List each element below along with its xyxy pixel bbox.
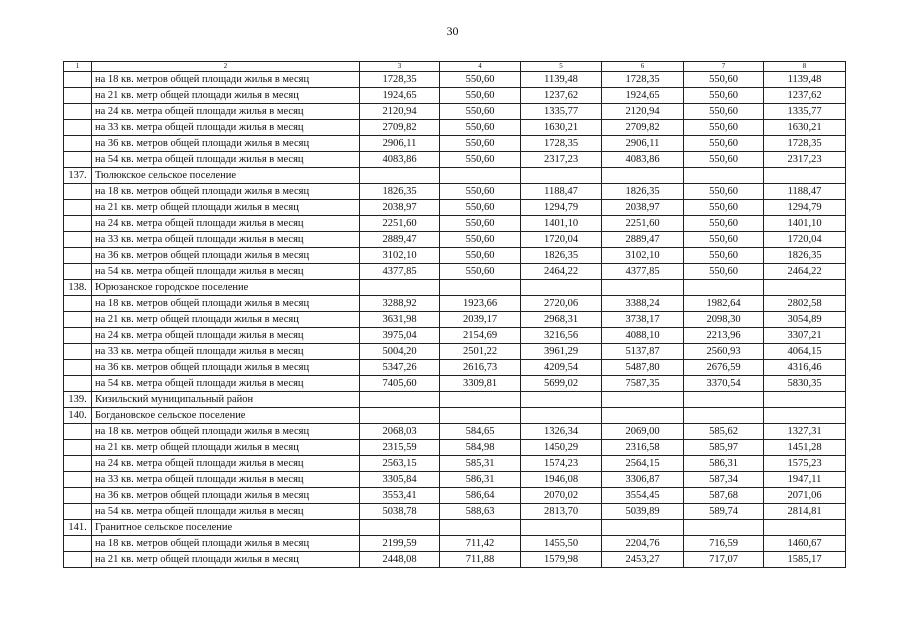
value-cell-col-5 — [521, 520, 602, 536]
row-number-cell: 140. — [64, 408, 92, 424]
value-cell-col-8: 1401,10 — [764, 216, 846, 232]
value-cell-col-7: 2213,96 — [684, 328, 764, 344]
value-cell-col-7: 585,97 — [684, 440, 764, 456]
row-number-cell — [64, 248, 92, 264]
value-cell-col-6: 3388,24 — [602, 296, 684, 312]
value-cell-col-7 — [684, 408, 764, 424]
value-cell-col-4 — [440, 520, 521, 536]
description-cell: на 18 кв. метров общей площади жилья в месяц — [92, 184, 360, 200]
section-row — [64, 392, 846, 408]
section-row — [64, 280, 846, 296]
value-cell-col-6: 5039,89 — [602, 504, 684, 520]
value-cell-col-4 — [440, 408, 521, 424]
value-cell-col-4 — [440, 392, 521, 408]
value-cell-col-6: 1826,35 — [602, 184, 684, 200]
section-title-cell: Богдановское сельское поселение — [92, 408, 360, 424]
value-cell-col-4: 2616,73 — [440, 360, 521, 376]
value-cell-col-8: 1460,67 — [764, 536, 846, 552]
value-cell-col-6: 5137,87 — [602, 344, 684, 360]
value-cell-col-6: 2120,94 — [602, 104, 684, 120]
row-number-cell — [64, 136, 92, 152]
value-cell-col-3: 2251,60 — [360, 216, 440, 232]
value-cell-col-4: 550,60 — [440, 152, 521, 168]
value-cell-col-7: 716,59 — [684, 536, 764, 552]
table-row — [64, 232, 846, 248]
row-number-cell — [64, 152, 92, 168]
table-row — [64, 216, 846, 232]
value-cell-col-3: 3553,41 — [360, 488, 440, 504]
value-cell-col-3: 1924,65 — [360, 88, 440, 104]
value-cell-col-7 — [684, 168, 764, 184]
description-cell: на 21 кв. метр общей площади жилья в месяц — [92, 552, 360, 568]
table-row — [64, 200, 846, 216]
column-number-row — [64, 62, 846, 72]
value-cell-col-3: 1826,35 — [360, 184, 440, 200]
row-number-cell — [64, 440, 92, 456]
value-cell-col-4: 711,42 — [440, 536, 521, 552]
description-cell: на 33 кв. метра общей площади жилья в месяц — [92, 120, 360, 136]
description-cell: на 36 кв. метров общей площади жилья в месяц — [92, 136, 360, 152]
description-cell: на 21 кв. метр общей площади жилья в месяц — [92, 200, 360, 216]
value-cell-col-3: 3305,84 — [360, 472, 440, 488]
value-cell-col-8: 1294,79 — [764, 200, 846, 216]
value-cell-col-3: 3102,10 — [360, 248, 440, 264]
value-cell-col-3: 2448,08 — [360, 552, 440, 568]
value-cell-col-8: 1335,77 — [764, 104, 846, 120]
row-number-cell — [64, 120, 92, 136]
value-cell-col-4: 586,31 — [440, 472, 521, 488]
value-cell-col-5: 1579,98 — [521, 552, 602, 568]
table-row — [64, 456, 846, 472]
value-cell-col-6: 2709,82 — [602, 120, 684, 136]
description-cell: на 33 кв. метра общей площади жилья в месяц — [92, 232, 360, 248]
value-cell-col-7: 1982,64 — [684, 296, 764, 312]
value-cell-col-5: 2464,22 — [521, 264, 602, 280]
value-cell-col-4: 586,64 — [440, 488, 521, 504]
description-cell: на 21 кв. метр общей площади жилья в месяц — [92, 88, 360, 104]
column-number-cell: 2 — [92, 62, 360, 72]
value-cell-col-8: 1237,62 — [764, 88, 846, 104]
row-number-cell: 141. — [64, 520, 92, 536]
value-cell-col-3: 2120,94 — [360, 104, 440, 120]
value-cell-col-6: 3102,10 — [602, 248, 684, 264]
value-cell-col-5: 2070,02 — [521, 488, 602, 504]
row-number-cell: 139. — [64, 392, 92, 408]
value-cell-col-7: 585,62 — [684, 424, 764, 440]
value-cell-col-4: 550,60 — [440, 72, 521, 88]
value-cell-col-5: 1401,10 — [521, 216, 602, 232]
value-cell-col-7: 550,60 — [684, 152, 764, 168]
value-cell-col-8: 1451,28 — [764, 440, 846, 456]
value-cell-col-5: 1826,35 — [521, 248, 602, 264]
value-cell-col-7: 586,31 — [684, 456, 764, 472]
description-cell: на 24 кв. метра общей площади жилья в месяц — [92, 216, 360, 232]
table-row — [64, 152, 846, 168]
value-cell-col-3: 2068,03 — [360, 424, 440, 440]
value-cell-col-6: 1728,35 — [602, 72, 684, 88]
value-cell-col-8: 2814,81 — [764, 504, 846, 520]
row-number-cell — [64, 456, 92, 472]
section-title-cell: Юрюзанское городское поселение — [92, 280, 360, 296]
value-cell-col-3: 1728,35 — [360, 72, 440, 88]
section-row — [64, 168, 846, 184]
value-cell-col-7: 2676,59 — [684, 360, 764, 376]
value-cell-col-8: 1585,17 — [764, 552, 846, 568]
table-row — [64, 264, 846, 280]
value-cell-col-3 — [360, 408, 440, 424]
value-cell-col-6: 2038,97 — [602, 200, 684, 216]
value-cell-col-7: 550,60 — [684, 248, 764, 264]
value-cell-col-6: 2251,60 — [602, 216, 684, 232]
section-title-cell: Кизильский муниципальный район — [92, 392, 360, 408]
tariff-table — [63, 61, 846, 568]
column-number-cell: 8 — [764, 62, 846, 72]
table-row — [64, 104, 846, 120]
value-cell-col-5: 3961,29 — [521, 344, 602, 360]
table-body — [64, 62, 846, 568]
value-cell-col-3 — [360, 280, 440, 296]
value-cell-col-6: 4088,10 — [602, 328, 684, 344]
value-cell-col-5 — [521, 392, 602, 408]
description-cell: на 24 кв. метра общей площади жилья в месяц — [92, 104, 360, 120]
table-row — [64, 536, 846, 552]
description-cell: на 18 кв. метров общей площади жилья в месяц — [92, 424, 360, 440]
description-cell: на 18 кв. метров общей площади жилья в месяц — [92, 72, 360, 88]
row-number-cell — [64, 552, 92, 568]
description-cell: на 21 кв. метр общей площади жилья в месяц — [92, 440, 360, 456]
value-cell-col-3: 5347,26 — [360, 360, 440, 376]
value-cell-col-3: 2315,59 — [360, 440, 440, 456]
row-number-cell — [64, 200, 92, 216]
row-number-cell — [64, 72, 92, 88]
value-cell-col-3: 7405,60 — [360, 376, 440, 392]
row-number-cell — [64, 488, 92, 504]
value-cell-col-4: 550,60 — [440, 200, 521, 216]
value-cell-col-4 — [440, 280, 521, 296]
value-cell-col-7: 589,74 — [684, 504, 764, 520]
value-cell-col-3: 2889,47 — [360, 232, 440, 248]
value-cell-col-4: 3309,81 — [440, 376, 521, 392]
value-cell-col-6: 3306,87 — [602, 472, 684, 488]
value-cell-col-3: 3631,98 — [360, 312, 440, 328]
value-cell-col-5: 5699,02 — [521, 376, 602, 392]
value-cell-col-4: 550,60 — [440, 264, 521, 280]
value-cell-col-8: 1188,47 — [764, 184, 846, 200]
value-cell-col-5: 1326,34 — [521, 424, 602, 440]
description-cell: на 24 кв. метра общей площади жилья в месяц — [92, 328, 360, 344]
value-cell-col-4: 584,98 — [440, 440, 521, 456]
value-cell-col-5: 1450,29 — [521, 440, 602, 456]
value-cell-col-7: 587,34 — [684, 472, 764, 488]
value-cell-col-5: 1455,50 — [521, 536, 602, 552]
column-number-cell: 1 — [64, 62, 92, 72]
value-cell-col-5: 1728,35 — [521, 136, 602, 152]
value-cell-col-5: 3216,56 — [521, 328, 602, 344]
value-cell-col-7: 550,60 — [684, 88, 764, 104]
value-cell-col-7 — [684, 520, 764, 536]
value-cell-col-8 — [764, 520, 846, 536]
table-row — [64, 440, 846, 456]
value-cell-col-5: 1946,08 — [521, 472, 602, 488]
value-cell-col-8: 1139,48 — [764, 72, 846, 88]
value-cell-col-3: 2563,15 — [360, 456, 440, 472]
value-cell-col-6: 3554,45 — [602, 488, 684, 504]
value-cell-col-6: 2906,11 — [602, 136, 684, 152]
value-cell-col-6: 3738,17 — [602, 312, 684, 328]
table-row — [64, 72, 846, 88]
table-row — [64, 296, 846, 312]
value-cell-col-8 — [764, 392, 846, 408]
description-cell: на 54 кв. метра общей площади жилья в месяц — [92, 376, 360, 392]
value-cell-col-8: 3307,21 — [764, 328, 846, 344]
value-cell-col-3 — [360, 520, 440, 536]
value-cell-col-5: 1139,48 — [521, 72, 602, 88]
row-number-cell — [64, 88, 92, 104]
value-cell-col-6 — [602, 280, 684, 296]
value-cell-col-6 — [602, 168, 684, 184]
value-cell-col-3: 3975,04 — [360, 328, 440, 344]
description-cell: на 54 кв. метра общей площади жилья в месяц — [92, 264, 360, 280]
value-cell-col-6: 1924,65 — [602, 88, 684, 104]
row-number-cell — [64, 296, 92, 312]
row-number-cell — [64, 424, 92, 440]
value-cell-col-5: 1574,23 — [521, 456, 602, 472]
value-cell-col-3: 3288,92 — [360, 296, 440, 312]
column-number-cell: 3 — [360, 62, 440, 72]
description-cell: на 21 кв. метр общей площади жилья в месяц — [92, 312, 360, 328]
value-cell-col-5 — [521, 280, 602, 296]
value-cell-col-8: 2464,22 — [764, 264, 846, 280]
value-cell-col-8: 2317,23 — [764, 152, 846, 168]
value-cell-col-7: 717,07 — [684, 552, 764, 568]
value-cell-col-5: 1335,77 — [521, 104, 602, 120]
value-cell-col-6: 2453,27 — [602, 552, 684, 568]
value-cell-col-7: 550,60 — [684, 120, 764, 136]
row-number-cell: 138. — [64, 280, 92, 296]
value-cell-col-5: 2968,31 — [521, 312, 602, 328]
value-cell-col-7: 550,60 — [684, 136, 764, 152]
row-number-cell — [64, 536, 92, 552]
value-cell-col-5 — [521, 408, 602, 424]
value-cell-col-4: 711,88 — [440, 552, 521, 568]
table-row — [64, 360, 846, 376]
value-cell-col-5: 2720,06 — [521, 296, 602, 312]
value-cell-col-4: 550,60 — [440, 248, 521, 264]
value-cell-col-8: 2802,58 — [764, 296, 846, 312]
row-number-cell — [64, 312, 92, 328]
table-row — [64, 120, 846, 136]
table-row — [64, 184, 846, 200]
value-cell-col-4: 550,60 — [440, 216, 521, 232]
table-row — [64, 376, 846, 392]
table-row — [64, 328, 846, 344]
value-cell-col-4: 584,65 — [440, 424, 521, 440]
table-row — [64, 136, 846, 152]
value-cell-col-4: 1923,66 — [440, 296, 521, 312]
value-cell-col-5: 2813,70 — [521, 504, 602, 520]
value-cell-col-8: 1575,23 — [764, 456, 846, 472]
value-cell-col-7: 550,60 — [684, 200, 764, 216]
description-cell: на 33 кв. метра общей площади жилья в месяц — [92, 472, 360, 488]
value-cell-col-3: 2199,59 — [360, 536, 440, 552]
value-cell-col-4: 550,60 — [440, 120, 521, 136]
value-cell-col-4: 585,31 — [440, 456, 521, 472]
value-cell-col-3: 4377,85 — [360, 264, 440, 280]
value-cell-col-7: 550,60 — [684, 72, 764, 88]
value-cell-col-8: 4064,15 — [764, 344, 846, 360]
value-cell-col-8: 1826,35 — [764, 248, 846, 264]
description-cell: на 54 кв. метра общей площади жилья в месяц — [92, 152, 360, 168]
value-cell-col-8 — [764, 168, 846, 184]
value-cell-col-8: 1728,35 — [764, 136, 846, 152]
value-cell-col-7: 550,60 — [684, 264, 764, 280]
value-cell-col-3: 2038,97 — [360, 200, 440, 216]
value-cell-col-4: 550,60 — [440, 136, 521, 152]
value-cell-col-4: 550,60 — [440, 184, 521, 200]
table-row — [64, 504, 846, 520]
value-cell-col-8: 3054,89 — [764, 312, 846, 328]
value-cell-col-6: 2564,15 — [602, 456, 684, 472]
value-cell-col-8: 1720,04 — [764, 232, 846, 248]
table-row — [64, 488, 846, 504]
row-number-cell — [64, 328, 92, 344]
value-cell-col-5: 2317,23 — [521, 152, 602, 168]
value-cell-col-5: 1294,79 — [521, 200, 602, 216]
value-cell-col-3 — [360, 392, 440, 408]
value-cell-col-8: 1630,21 — [764, 120, 846, 136]
value-cell-col-8: 1947,11 — [764, 472, 846, 488]
section-row — [64, 520, 846, 536]
column-number-cell: 4 — [440, 62, 521, 72]
section-row — [64, 408, 846, 424]
description-cell: на 33 кв. метра общей площади жилья в месяц — [92, 344, 360, 360]
row-number-cell — [64, 360, 92, 376]
value-cell-col-3: 5038,78 — [360, 504, 440, 520]
row-number-cell — [64, 184, 92, 200]
value-cell-col-4: 550,60 — [440, 232, 521, 248]
value-cell-col-8 — [764, 280, 846, 296]
section-title-cell: Тюлюкское сельское поселение — [92, 168, 360, 184]
table-row — [64, 552, 846, 568]
value-cell-col-7 — [684, 280, 764, 296]
page-number: 30 — [446, 24, 459, 38]
table-row — [64, 312, 846, 328]
value-cell-col-7: 3370,54 — [684, 376, 764, 392]
table-row — [64, 248, 846, 264]
row-number-cell — [64, 376, 92, 392]
value-cell-col-4 — [440, 168, 521, 184]
row-number-cell — [64, 344, 92, 360]
value-cell-col-8: 5830,35 — [764, 376, 846, 392]
value-cell-col-6 — [602, 408, 684, 424]
value-cell-col-7: 2098,30 — [684, 312, 764, 328]
value-cell-col-4: 550,60 — [440, 88, 521, 104]
column-number-cell: 5 — [521, 62, 602, 72]
table-row — [64, 424, 846, 440]
description-cell: на 36 кв. метров общей площади жилья в месяц — [92, 360, 360, 376]
value-cell-col-7: 2560,93 — [684, 344, 764, 360]
value-cell-col-7 — [684, 392, 764, 408]
value-cell-col-7: 550,60 — [684, 216, 764, 232]
description-cell: на 24 кв. метра общей площади жилья в месяц — [92, 456, 360, 472]
description-cell: на 54 кв. метра общей площади жилья в месяц — [92, 504, 360, 520]
description-cell: на 18 кв. метров общей площади жилья в месяц — [92, 296, 360, 312]
column-number-cell: 6 — [602, 62, 684, 72]
value-cell-col-5: 1720,04 — [521, 232, 602, 248]
value-cell-col-5: 1237,62 — [521, 88, 602, 104]
table-row — [64, 344, 846, 360]
value-cell-col-4: 2039,17 — [440, 312, 521, 328]
value-cell-col-6: 4083,86 — [602, 152, 684, 168]
value-cell-col-5: 1630,21 — [521, 120, 602, 136]
value-cell-col-6: 2204,76 — [602, 536, 684, 552]
description-cell: на 36 кв. метров общей площади жилья в месяц — [92, 248, 360, 264]
row-number-cell — [64, 232, 92, 248]
value-cell-col-5: 1188,47 — [521, 184, 602, 200]
row-number-cell: 137. — [64, 168, 92, 184]
row-number-cell — [64, 472, 92, 488]
value-cell-col-8: 4316,46 — [764, 360, 846, 376]
value-cell-col-6: 2069,00 — [602, 424, 684, 440]
value-cell-col-6: 5487,80 — [602, 360, 684, 376]
description-cell: на 36 кв. метров общей площади жилья в месяц — [92, 488, 360, 504]
value-cell-col-6 — [602, 520, 684, 536]
value-cell-col-6: 2889,47 — [602, 232, 684, 248]
value-cell-col-4: 550,60 — [440, 104, 521, 120]
value-cell-col-7: 587,68 — [684, 488, 764, 504]
value-cell-col-3: 5004,20 — [360, 344, 440, 360]
value-cell-col-6: 4377,85 — [602, 264, 684, 280]
value-cell-col-3: 2906,11 — [360, 136, 440, 152]
value-cell-col-5 — [521, 168, 602, 184]
table-row — [64, 472, 846, 488]
value-cell-col-8: 2071,06 — [764, 488, 846, 504]
row-number-cell — [64, 264, 92, 280]
value-cell-col-7: 550,60 — [684, 184, 764, 200]
row-number-cell — [64, 504, 92, 520]
value-cell-col-7: 550,60 — [684, 232, 764, 248]
value-cell-col-4: 588,63 — [440, 504, 521, 520]
section-title-cell: Гранитное сельское поселение — [92, 520, 360, 536]
value-cell-col-6: 7587,35 — [602, 376, 684, 392]
row-number-cell — [64, 104, 92, 120]
value-cell-col-4: 2154,69 — [440, 328, 521, 344]
value-cell-col-3 — [360, 168, 440, 184]
row-number-cell — [64, 216, 92, 232]
value-cell-col-6: 2316,58 — [602, 440, 684, 456]
table-row — [64, 88, 846, 104]
value-cell-col-5: 4209,54 — [521, 360, 602, 376]
value-cell-col-3: 2709,82 — [360, 120, 440, 136]
value-cell-col-8: 1327,31 — [764, 424, 846, 440]
value-cell-col-8 — [764, 408, 846, 424]
value-cell-col-6 — [602, 392, 684, 408]
column-number-cell: 7 — [684, 62, 764, 72]
value-cell-col-7: 550,60 — [684, 104, 764, 120]
description-cell: на 18 кв. метров общей площади жилья в месяц — [92, 536, 360, 552]
value-cell-col-4: 2501,22 — [440, 344, 521, 360]
value-cell-col-3: 4083,86 — [360, 152, 440, 168]
